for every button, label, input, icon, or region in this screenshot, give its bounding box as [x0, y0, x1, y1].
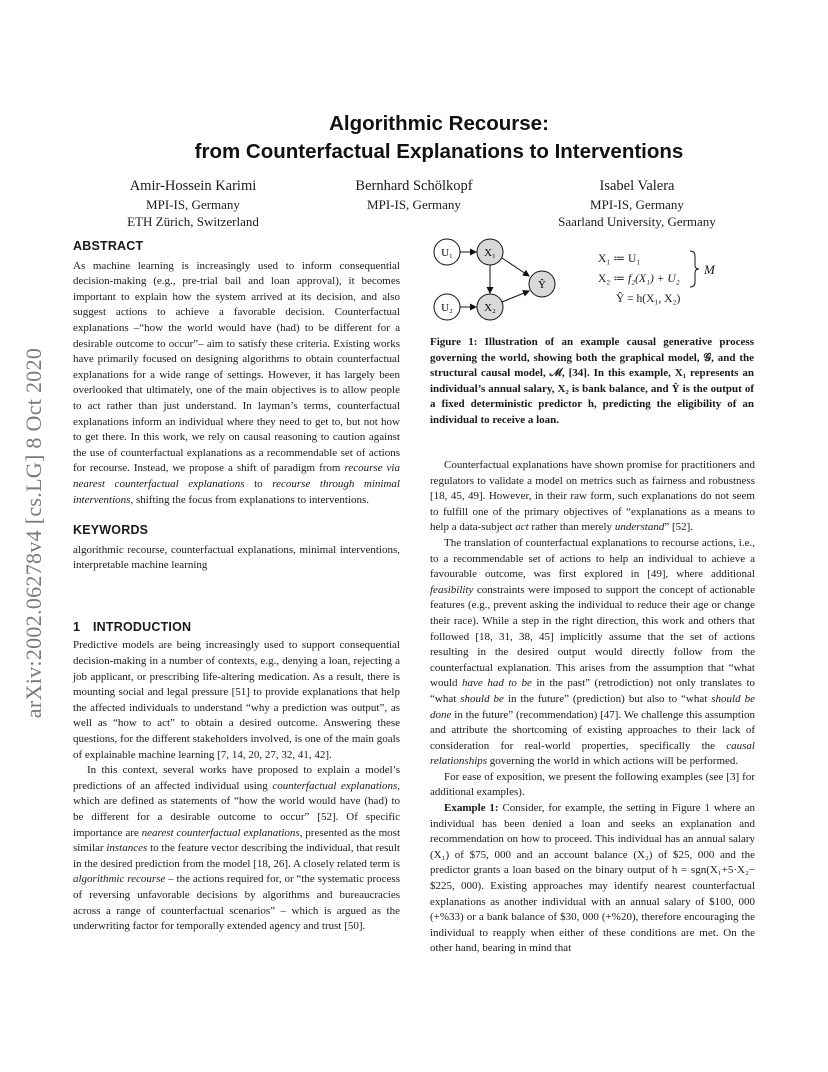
author-block-2 — [328, 178, 500, 213]
node-label-x1: X₁ — [484, 247, 496, 259]
author-name: Bernhard Schölkopf — [355, 178, 473, 194]
keywords-text: algorithmic recourse, counterfactual explanations, minimal interventions, interpretable machine learning — [73, 543, 400, 572]
scm-equation-1: X₁ ≔ U₁ — [598, 253, 641, 265]
right-paragraph-2: The translation of counterfactual explanations to recourse actions, i.e., to a recommendable set of actions to help an individual to achieve a favourable outcome, was first explored in [49], where additional feasibility constraints were imposed to support the concept of actionable features (e.g., prevent asking the individual to reduce their age or change their race). While a step in the right direction, this work and others that followed [18, 31, 38, 45] implicitly assume that the set of actions resulting in the desired output would directly follow from the counterfactual explanation. This arises from the assumption that “what would have had to be in the past” (retrodiction) not only translates to “what should be in the future” (prediction) but also to “what should be done in the future” (recommendation) [47]. We challenge this assumption and attribute the shortcoming of existing approaches to their lack of consideration for real-world properties, specifically the causal relationships governing the world in which actions will be performed. — [430, 536, 756, 768]
author-affiliation: MPI-IS, Germany — [590, 197, 684, 212]
right-paragraph-4: Example 1: Consider, for example, the setting in Figure 1 where an individual has been denied a loan and seeks an explanation and recommendation on how to proceed. This individual has an annual salary (X₁) of $75, 000 and an account balance (X₂) of $25, 000 and the predictor grants a loan based on the binary output of h = sgn(X₁+5·X₂−$225, 000). Existing approaches may identify nearest counterfactual explanations as another individual with an annual salary of $100, 000 (+%33) or a bank balance of $30, 000 (+%20), therefore encouraging the individual to reapply when either of these conditions are met. On the other hand, bearing in mind that — [430, 802, 755, 955]
author-block-3 — [530, 178, 744, 230]
causal-graph-figure — [428, 232, 578, 324]
right-paragraph-1: Counterfactual explanations have shown promise for practitioners and regulators to validate a model on metrics such as fairness and robustness [18, 45, 49]. However, in their raw form, such explanations do not seem to fulfill one of the primary objectives of “explanations as a means to help a data-subject act rather than merely understand” [52]. — [430, 459, 755, 534]
figure-caption: Figure 1: Illustration of an example causal generative process governing the world, showing both the graphical model, 𝒢, and the structural causal model, ℳ, [34]. In this example, X₁ represents an individual’s annual salary, X₂ is bank balance, and Ŷ is the output of a fixed deterministic predictor h, predicting the eligibility of an individual to receive a loan. — [430, 336, 754, 426]
node-label-u1: U₁ — [441, 247, 453, 259]
abstract-heading: ABSTRACT — [73, 239, 144, 253]
author-name: Isabel Valera — [599, 178, 675, 194]
title-line-1: Algorithmic Recourse: — [329, 112, 549, 135]
section-heading-introduction: 1 INTRODUCTION — [73, 619, 192, 634]
keywords-heading: KEYWORDS — [73, 523, 149, 538]
author-affiliation: MPI-IS, Germany — [146, 197, 240, 212]
intro-paragraph-2: In this context, several works have proposed to explain a model’s predictions of an affected individual using counterfactual explanations, which are defined as statements of “how the world would have (had) to be different for a desirable outcome to occur” [52]. Of specific importance are nearest counterfactual explanations, presented as the most similar instances to the feature vector describing the individual, that result in the desired prediction from the model [18, 26]. A closely related term is algorithmic recourse – the actions required for, or “the systematic process of reversing unfavorable decisions by algorithms and bureaucracies across a range of counterfactual scenarios” – which is argued as the underwriting factor for temporally extended agency and trust [50]. — [73, 764, 401, 933]
author-affiliation: MPI-IS, Germany — [367, 197, 461, 212]
left-column — [73, 239, 400, 935]
abstract-text: As machine learning is increasingly used to inform consequential decision-making (e.g., pre-trial bail and loan approval), it becomes important to explain how the system arrived at its decision, and also suggest actions to achieve a favorable decision. Counterfactual explanations –“how the world would have (had) to be different for a desirable outcome to occur”– aim to satisfy these criteria. Existing works have primarily focused on designing algorithms to obtain counterfactual explanations for a wide range of settings. However, it has largely been overlooked that ultimately, one of the main objectives is to allow people to act rather than just understand. In layman’s terms, counterfactual explanations inform an individual where they need to get to, but not how to get there. In this work, we rely on causal reasoning to caution against the use of counterfactual explanations as a recommendable set of actions for recourse. Instead, we propose a shift of paradigm from recourse via nearest counterfactual explanations to recourse through minimal interventions, shifting the focus from explanations to interventions. — [73, 259, 400, 506]
arxiv-stamp: arXiv:2002.06278v4 [cs.LG] 8 Oct 2020 — [21, 347, 46, 719]
right-column — [430, 458, 755, 957]
author-name: Amir-Hossein Karimi — [129, 178, 257, 194]
author-affiliation: ETH Zürich, Switzerland — [127, 214, 259, 229]
paper-title — [100, 110, 778, 166]
scm-brace — [688, 250, 700, 288]
title-line-2: from Counterfactual Explanations to Interventions — [194, 140, 684, 163]
scm-model-symbol: M — [704, 262, 715, 277]
node-label-x2: X₂ — [484, 302, 496, 314]
graph-edge-x2-yhat — [502, 291, 529, 302]
scm-equation-2: X₂ ≔ f₂(X₁) + U₂ — [598, 273, 680, 285]
predictor-equation: Ŷ = h(X₁, X₂) — [616, 293, 681, 305]
right-paragraph-3: For ease of exposition, we present the following examples (see [3] for additional examples). — [430, 770, 755, 799]
node-label-yhat: Ŷ — [538, 279, 546, 291]
author-affiliation: Saarland University, Germany — [558, 214, 716, 229]
intro-paragraph-1: Predictive models are being increasingly used to support consequential decision-making in a number of contexts, e.g., denying a loan, rejecting a job applicant, or prescribing life-altering medication. As a result, there is mounting social and legal pressure [51] to provide explanations that help the affected individuals to understand “why a prediction was output”, as well as “how to act” to obtain a desired outcome. Answering these questions, for the different stakeholders involved, is one of the main goals of explainable machine learning [7, 14, 20, 27, 32, 41, 42]. — [73, 639, 400, 761]
author-block-1 — [100, 178, 286, 230]
graph-edge-x1-yhat — [502, 258, 529, 276]
node-label-u2: U₂ — [441, 302, 453, 314]
